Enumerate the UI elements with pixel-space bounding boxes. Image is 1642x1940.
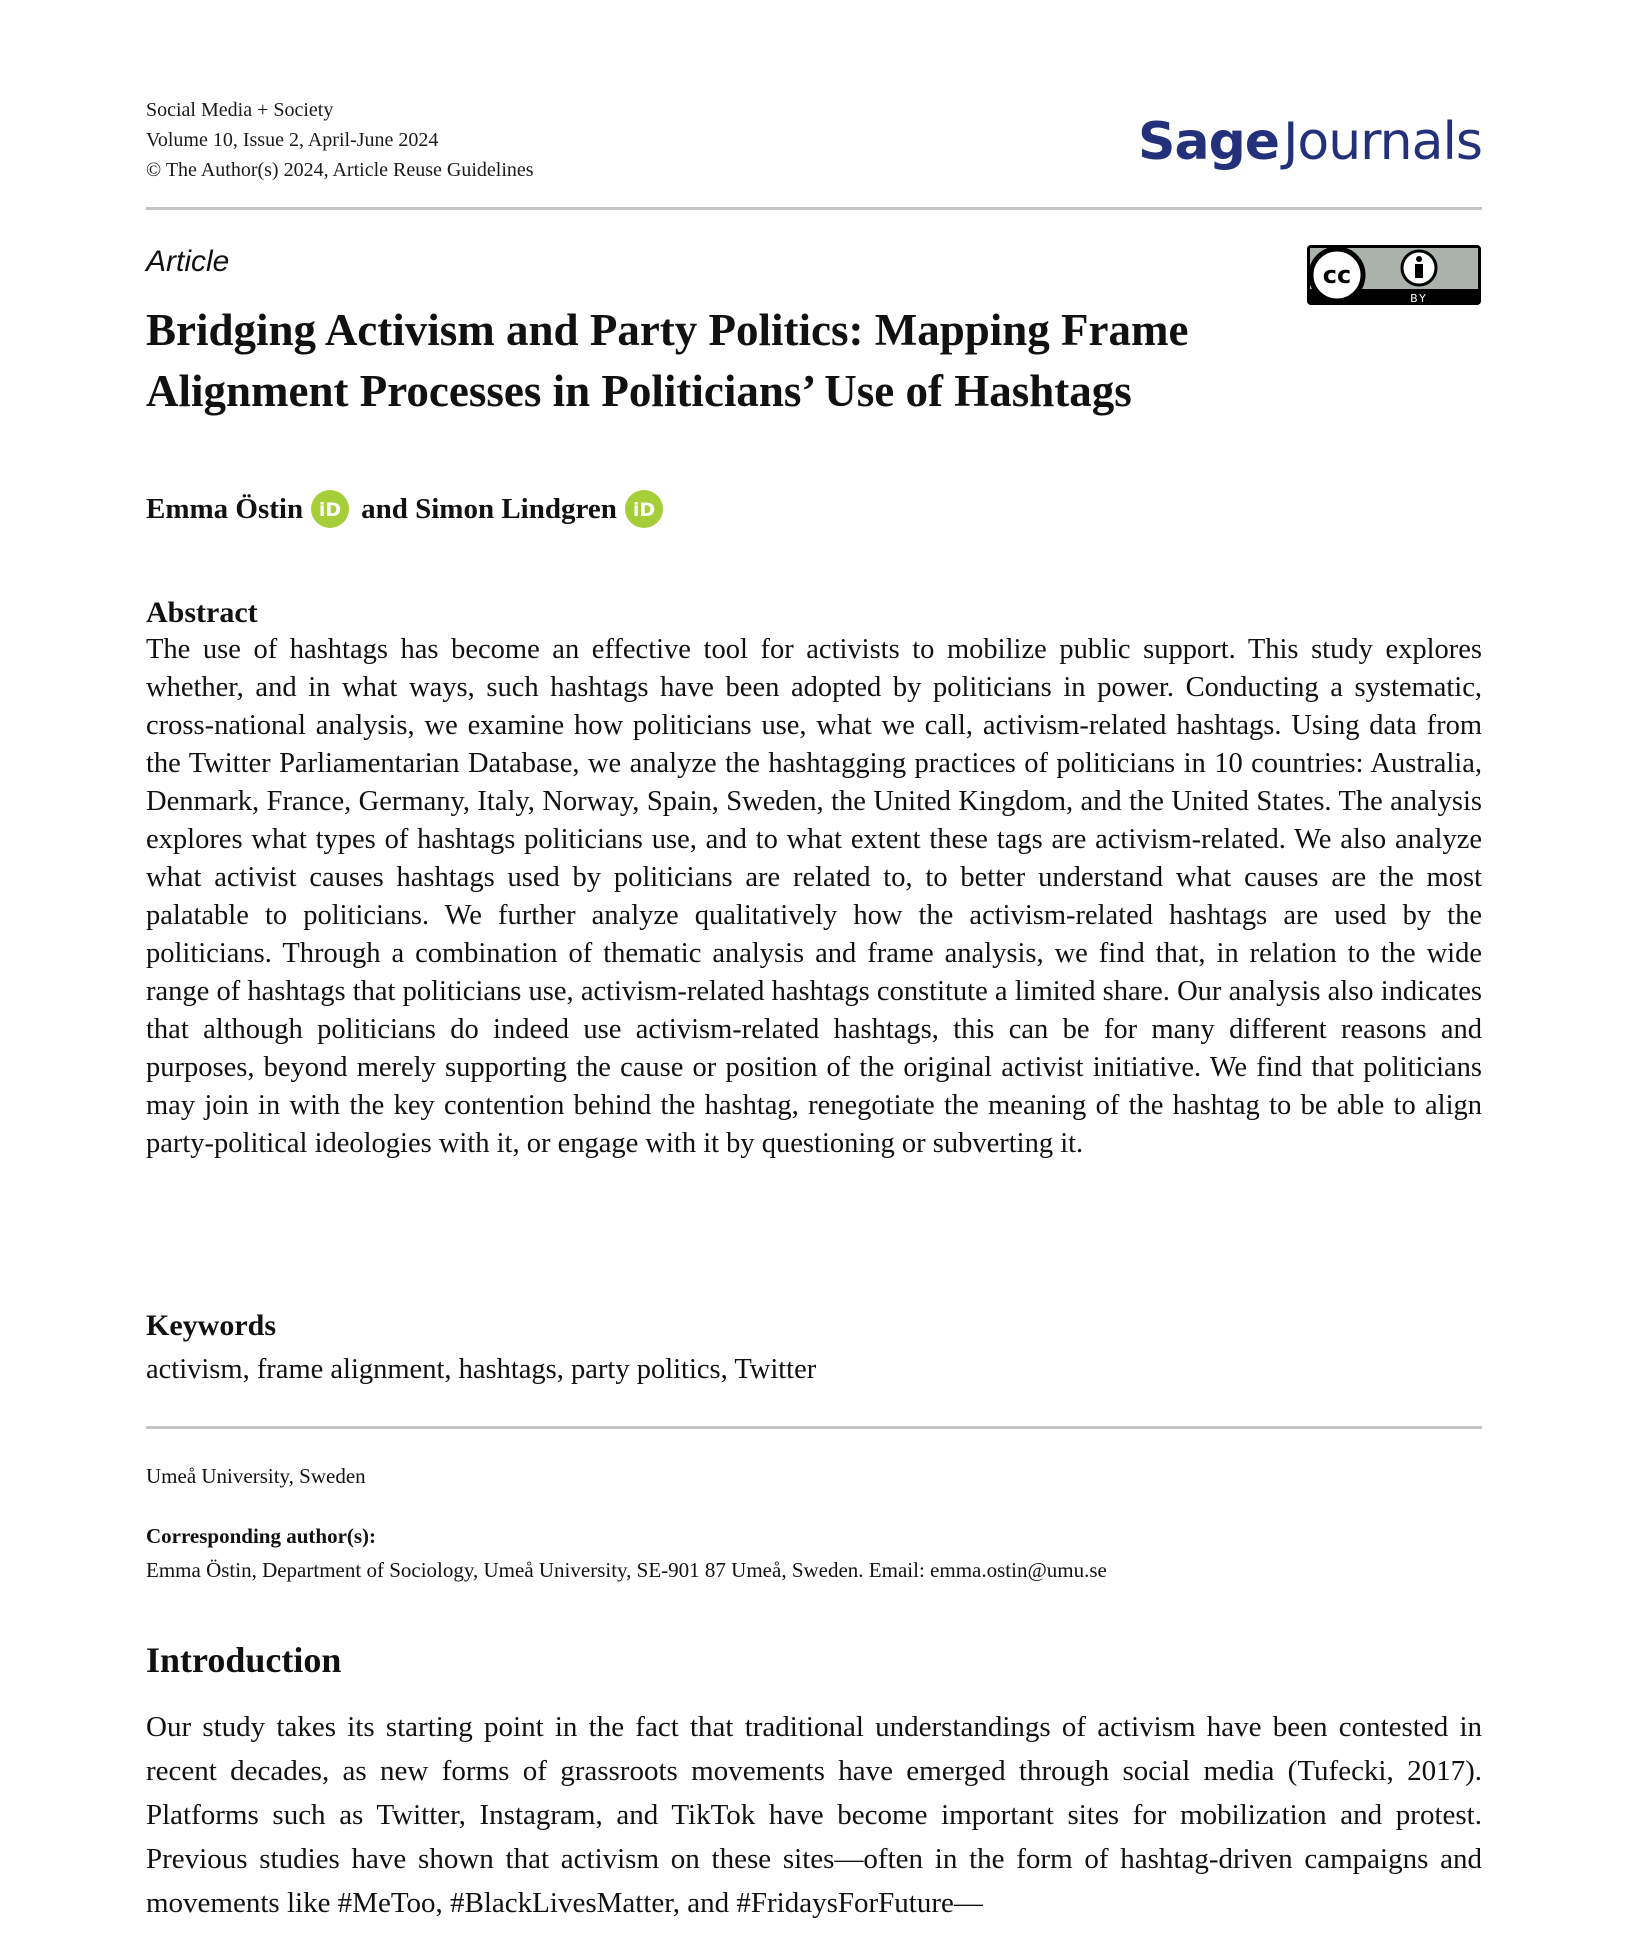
journal-meta — [146, 95, 534, 185]
abstract-body: The use of hashtags has become an effective tool for activists to mobilize public support. This study explores whether, and in what ways, such hashtags have been adopted by politicians in power. Conducting a systematic, cross-national analysis, we examine how politicians use, what we call, activism-related hashtags. Using data from the Twitter Parliamentarian Database, we analyze the hashtagging practices of politicians in 10 countries: Australia, Denmark, France, Germany, Italy, Norway, Spain, Sweden, the United Kingdom, and the United States. The analysis explores what types of hashtags politicians use, and to what extent these tags are activism-related. We also analyze what activist causes hashtags used by politicians are related to, to better understand what causes are the most palatable to politicians. We further analyze qualitatively how the activism-related hashtags are used by the politicians. Through a combination of thematic analysis and frame analysis, we find that, in relation to the wide range of hashtags that politicians use, activism-related hashtags constitute a limited share. Our analysis also indicates that although politicians do indeed use activism-related hashtags, this can be for many different reasons and purposes, beyond merely supporting the cause or position of the original activist initiative. We find that politicians may join in with the key contention behind the hashtag, renegotiate the meaning of the hashtag to be able to align party-political ideologies with it, or engage with it by questioning or subverting it. — [146, 634, 1482, 1159]
orcid-glyph: iD — [632, 499, 655, 521]
introduction-heading: Introduction — [146, 1640, 342, 1680]
author-list — [146, 490, 675, 528]
author-name[interactable]: and Simon Lindgren — [361, 493, 617, 525]
orcid-icon[interactable] — [311, 490, 349, 528]
cc-by-license-icon[interactable] — [1306, 244, 1482, 306]
orcid-icon[interactable] — [625, 490, 663, 528]
sage-journals-logo[interactable] — [1138, 112, 1482, 172]
keywords-heading: Keywords — [146, 1309, 276, 1342]
abstract-heading: Abstract — [146, 596, 258, 629]
logo-sage: Sage — [1138, 112, 1280, 172]
journal-volume[interactable]: Volume 10, Issue 2, April-June 2024 — [146, 129, 439, 151]
cc-mark: cc — [1322, 261, 1352, 289]
corresponding-author-label: Corresponding author(s): — [146, 1524, 377, 1548]
article-type: Article — [146, 245, 230, 278]
introduction-body: Our study takes its starting point in the fact that traditional understandings of activism have been contested in recent decades, as new forms of grassroots movements have emerged through social media (Tufecki, 2017). Platforms such as Twitter, Instagram, and TikTok have become important sites for mobilization and protest. Previous studies have shown that activism on these sites—often in the form of hashtag-driven campaigns and movements like #MeToo, #BlackLivesMatter, and #FridaysForFuture— — [146, 1711, 1482, 1919]
orcid-glyph: iD — [318, 499, 342, 521]
author-name[interactable]: Emma Östin — [146, 493, 304, 525]
logo-journals: Journals — [1283, 112, 1482, 172]
journal-name[interactable]: Social Media + Society — [146, 99, 334, 121]
footer-divider — [146, 1426, 1482, 1429]
journal-copyright[interactable]: © The Author(s) 2024, Article Reuse Guidelines — [146, 159, 534, 181]
article-title: Bridging Activism and Party Politics: Mapping Frame Alignment Processes in Politicians’ Use of Hashtags — [146, 305, 1189, 416]
keywords-list: activism, frame alignment, hashtags, party politics, Twitter — [146, 1354, 817, 1385]
affiliation: Umeå University, Sweden — [146, 1464, 366, 1488]
corresponding-author-details: Emma Östin, Department of Sociology, Umeå University, SE-901 87 Umeå, Sweden. Email: emma.ostin@umu.se — [146, 1558, 1107, 1582]
header-divider — [146, 207, 1482, 210]
by-mark: BY — [1410, 292, 1428, 305]
